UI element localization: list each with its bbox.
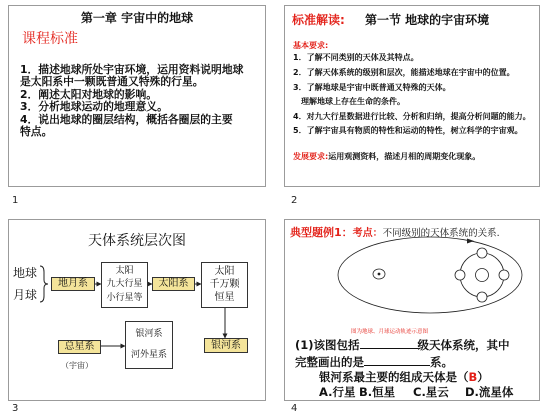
earth-moon-system-box: 地月系 bbox=[51, 277, 95, 291]
body-line: 4．说出地球的圈层结构，概括各圈层的主要 bbox=[20, 112, 233, 126]
body-line: 3．分析地球运动的地理意义。 bbox=[20, 100, 168, 114]
figure-caption: 图为地球、月球运动轨迹示意图 bbox=[351, 329, 429, 335]
slide-number: 3 bbox=[12, 403, 19, 414]
body-line: 2．阐述太阳对地球的影响。 bbox=[20, 87, 158, 101]
orbit-ellipse bbox=[338, 237, 522, 313]
question-text: ） bbox=[477, 370, 489, 384]
example-label: 典型题例1： bbox=[290, 226, 353, 239]
example-header bbox=[290, 224, 500, 240]
member-label: 恒星 bbox=[214, 292, 235, 304]
moon-position-right bbox=[499, 270, 509, 280]
topic-text: 不同级别的天体系统的关系. bbox=[382, 228, 500, 239]
requirement-item: 理解地球上存在生命的条件。 bbox=[301, 97, 405, 106]
question-text: 系。 bbox=[430, 355, 453, 369]
member-label: 河外星系 bbox=[130, 350, 167, 360]
slide-thumbnail-4[interactable] bbox=[284, 219, 540, 401]
question-text: 银河系最主要的组成天体是（ bbox=[319, 370, 469, 384]
member-label: 银河系 bbox=[135, 329, 163, 339]
question-text: 级天体系统，其中 bbox=[417, 338, 510, 352]
question-line bbox=[319, 371, 489, 384]
slide-title: 第一节 地球的宇宙环境 bbox=[365, 13, 490, 27]
central-body-dot bbox=[378, 273, 381, 276]
member-label: 太阳 bbox=[214, 265, 235, 277]
answer-choice: B bbox=[468, 370, 478, 384]
requirement-item: 1．了解不同类别的天体及其特点。 bbox=[293, 53, 419, 62]
universe-system-box: 总星系 bbox=[58, 340, 101, 354]
slide-heading: 课程标准 bbox=[22, 31, 78, 47]
slide-body bbox=[20, 64, 243, 138]
question-text: (1)该图包括 bbox=[295, 338, 360, 352]
topic-label: 考点： bbox=[352, 228, 383, 239]
slide-number: 1 bbox=[12, 195, 19, 206]
question-line bbox=[295, 337, 510, 352]
member-label: 千万颗 bbox=[209, 278, 240, 290]
slide-number: 4 bbox=[291, 403, 298, 414]
basic-requirements-label: 基本要求: bbox=[293, 41, 329, 50]
member-label: 小行星等 bbox=[106, 292, 143, 303]
slide-title: 第一章 宇宙中的地球 bbox=[80, 11, 194, 25]
slide-thumbnail-3[interactable] bbox=[8, 219, 266, 401]
answer-blank bbox=[360, 337, 418, 349]
answer-blank bbox=[364, 354, 430, 366]
question-text: 完整画出的是 bbox=[295, 355, 364, 369]
option-a: A.行星 bbox=[319, 385, 356, 399]
requirement-item: 2．了解天体系统的级别和层次，能描述地球在宇宙中的位置。 bbox=[293, 68, 515, 77]
requirement-item: 4．对九大行星数据进行比较、分析和归纳，提高分析问题的能力。 bbox=[293, 112, 531, 121]
slide-title: 天体系统层次图 bbox=[88, 233, 186, 249]
question-line bbox=[295, 354, 453, 369]
member-label: 太阳 bbox=[115, 266, 134, 277]
development-label: 发展要求: bbox=[293, 152, 329, 161]
development-text: 运用观测资料，描述月相的周期变化现象。 bbox=[328, 152, 481, 161]
section-label: 标准解读: bbox=[292, 13, 345, 27]
grouping-brace bbox=[40, 266, 48, 302]
moon-position-top bbox=[477, 248, 487, 258]
moon-position-left bbox=[455, 270, 465, 280]
solar-system-box: 太阳系 bbox=[152, 277, 195, 291]
moon-label: 月球 bbox=[13, 288, 38, 302]
galaxy-members-box bbox=[201, 262, 248, 308]
body-line: 是太阳系中一颗既普通又特殊的行星。 bbox=[20, 75, 204, 89]
option-c: C.星云 bbox=[413, 385, 449, 399]
requirement-item: 5．了解宇宙具有物质的特性和运动的特性，树立科学的宇宙观。 bbox=[293, 126, 523, 135]
body-line: 特点。 bbox=[20, 125, 53, 139]
solar-members-box bbox=[101, 262, 148, 308]
option-b: B.恒星 bbox=[359, 385, 396, 399]
moon-position-bottom bbox=[477, 292, 487, 302]
slide-thumbnail-2[interactable] bbox=[284, 5, 540, 187]
earth-label: 地球 bbox=[13, 266, 38, 280]
universe-note: （宇宙） bbox=[61, 361, 93, 370]
milky-way-box: 银河系 bbox=[204, 338, 248, 353]
requirement-item: 3．了解地球是宇宙中既普通又特殊的天体。 bbox=[293, 83, 451, 92]
body-line: 1．描述地球所处宇宙环境，运用资料说明地球 bbox=[20, 63, 244, 76]
slide-number: 2 bbox=[291, 195, 298, 206]
option-d: D.流星体 bbox=[465, 385, 514, 399]
member-label: 九大行星 bbox=[106, 279, 143, 290]
earth-body bbox=[476, 269, 489, 282]
development-requirement bbox=[293, 152, 480, 161]
slide-thumbnail-1[interactable] bbox=[8, 5, 266, 187]
universe-members-box bbox=[125, 321, 173, 369]
